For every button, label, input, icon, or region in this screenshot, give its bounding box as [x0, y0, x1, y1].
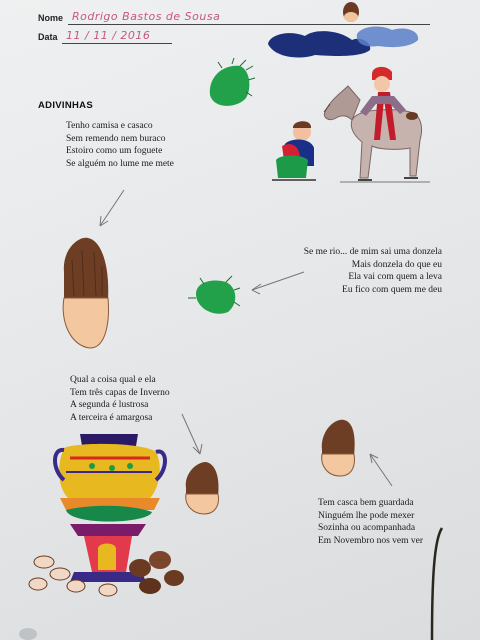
riddle-line: Eu fico com quem me deu: [342, 284, 442, 295]
burr-icon: [188, 276, 240, 314]
pushpin-icon: [343, 2, 359, 22]
riddle-line: Estoiro como um foguete: [66, 146, 163, 156]
riddle-line: Tenho camisa e casaco: [66, 121, 153, 131]
riddle-line: Qual a coisa qual e ela: [70, 375, 156, 385]
page-title: ADIVINHAS: [38, 100, 93, 111]
riddle-line: Sem remendo nem buraco: [66, 133, 166, 144]
riddle-line: Se me rio... de mim sai uma donzela: [303, 247, 442, 257]
binder-hole: [19, 628, 37, 640]
riddle-4: [318, 497, 423, 547]
date-value: 11 / 11 / 2016: [66, 29, 151, 42]
riddle-1: [66, 120, 174, 170]
riddle-line: Tem casca bem guardada: [318, 498, 414, 508]
riddle-line: Sozinha ou acompanhada: [318, 523, 416, 533]
riddle-line: Ninguém lhe pode mexer: [318, 510, 415, 521]
chestnut-icon: [129, 551, 184, 594]
name-line: [68, 24, 430, 25]
name-value: Rodrigo Bastos de Sousa: [72, 10, 221, 23]
riddle-line: Em Novembro nos vem ver: [318, 535, 424, 546]
riddle-line: Tem três capas de Inverno: [70, 387, 170, 398]
name-label: Nome: [38, 13, 64, 23]
string-decoration: [432, 528, 442, 640]
chestnut-icon: [186, 462, 219, 514]
chestnut-icon: [322, 420, 355, 476]
burr-icon: [210, 58, 255, 106]
riddle-2: [250, 246, 442, 296]
riddle-line: Mais donzela do que eu: [351, 259, 442, 270]
riddle-line: A segunda é lustrosa: [70, 400, 149, 410]
riddle-3: [70, 374, 170, 424]
riddle-line: Se alguém no lume me mete: [66, 158, 174, 169]
child-icon: [272, 121, 316, 180]
riddle-line: Ela vai com quem a leva: [348, 272, 442, 282]
chestnut-icon: [63, 238, 108, 348]
cloud-icon: [268, 27, 418, 58]
vase-icon: [55, 434, 165, 582]
date-line: [62, 43, 172, 44]
date-label: Data: [38, 32, 58, 42]
riddle-line: A terceira é amargosa: [70, 412, 153, 423]
